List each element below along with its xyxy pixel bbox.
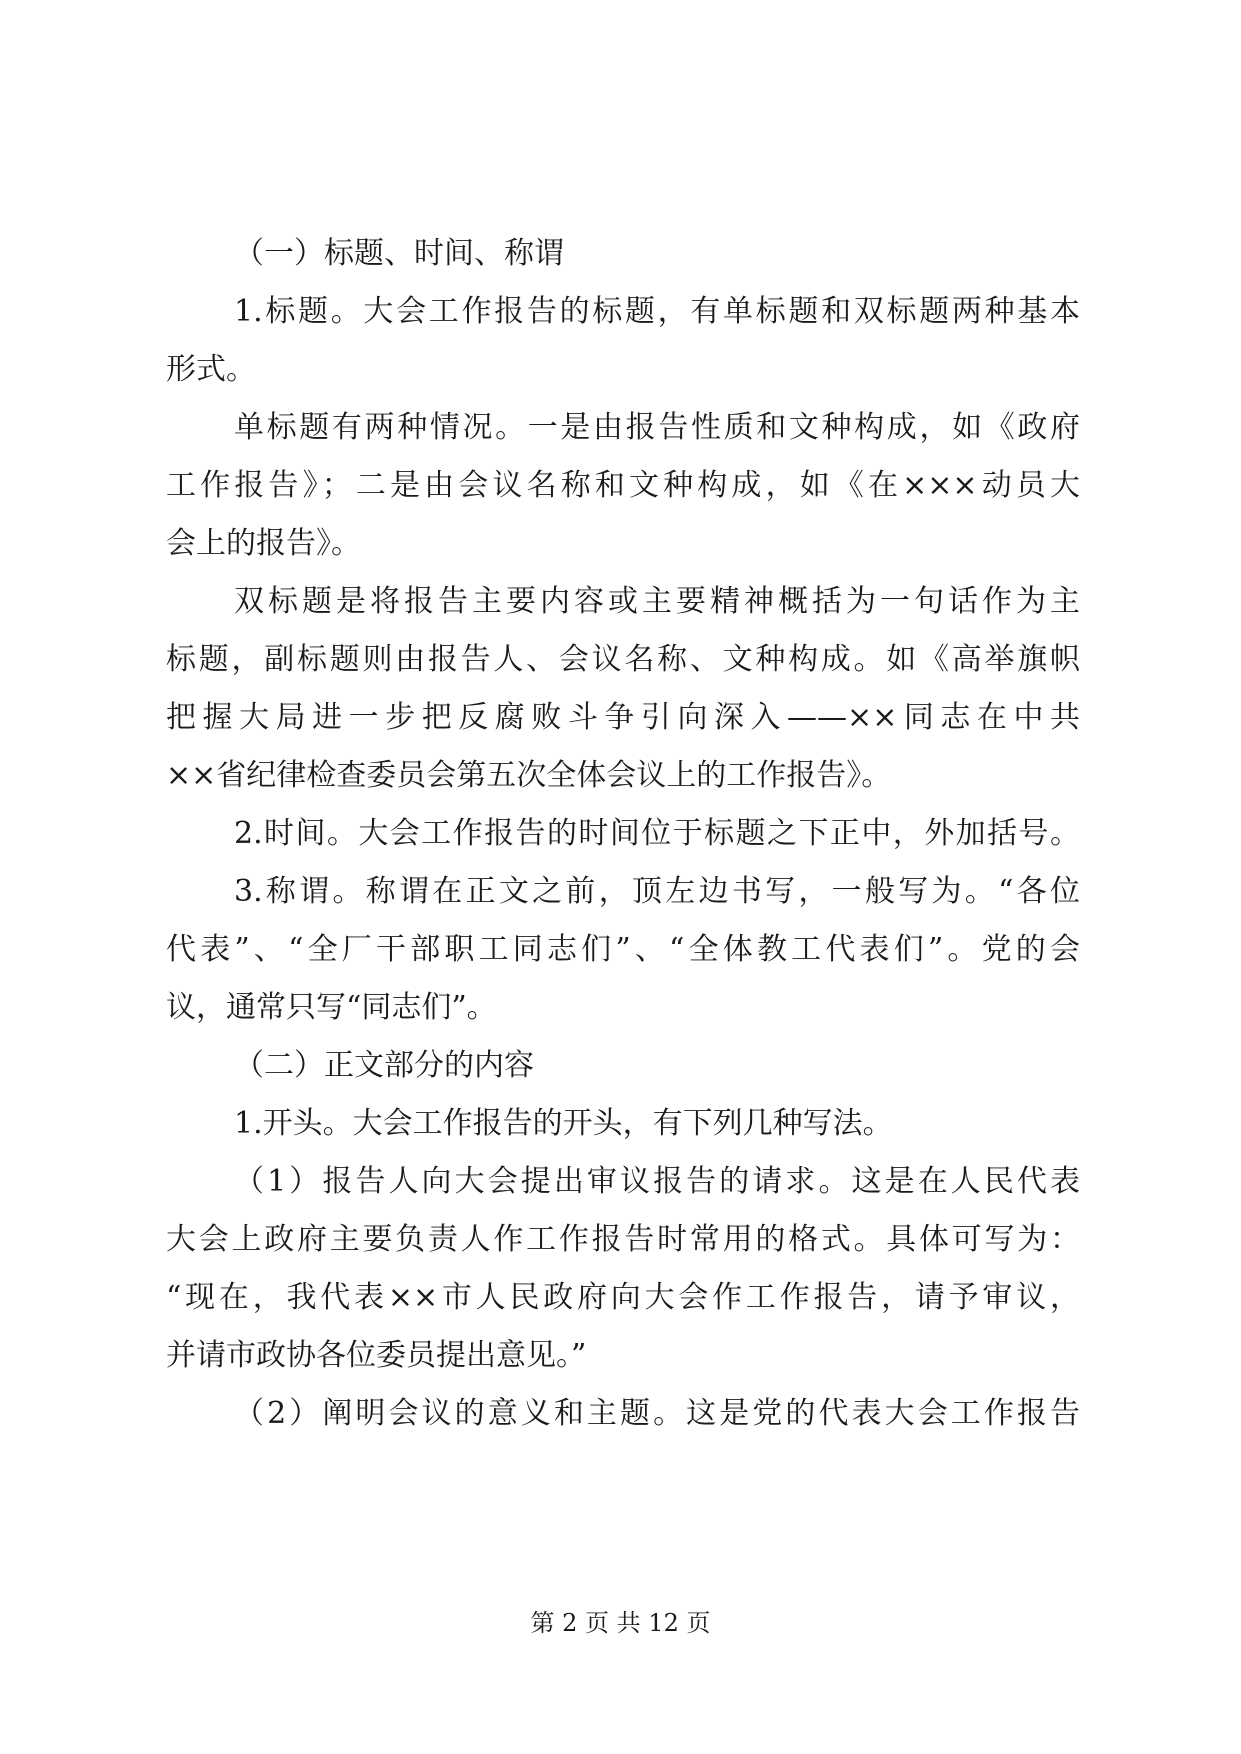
- paragraph-line: 把握大局进一步把反腐败斗争引向深入——××同志在中共: [166, 700, 1080, 735]
- page-footer: 第 2 页 共 12 页: [530, 1609, 711, 1637]
- paragraph-line: 工作报告》；二是由会议名称和文种构成，如《在×××动员大: [166, 468, 1080, 503]
- paragraph-line: 双标题是将报告主要内容或主要精神概括为一句话作为主: [234, 584, 1080, 619]
- paragraph-line: 标题，副标题则由报告人、会议名称、文种构成。如《高举旗帜: [166, 642, 1080, 677]
- paragraph-line: ××省纪律检查委员会第五次全体会议上的工作报告》。: [166, 758, 892, 793]
- paragraph-line: 大会上政府主要负责人作工作报告时常用的格式。具体可写为：: [166, 1222, 1080, 1257]
- paragraph-line: 1.标题。大会工作报告的标题，有单标题和双标题两种基本: [234, 294, 1080, 329]
- paragraph-line: 形式。: [166, 352, 256, 387]
- paragraph-line: 并请市政协各位委员提出意见。”: [166, 1338, 587, 1373]
- paragraph-line: 2.时间。大会工作报告的时间位于标题之下正中，外加括号。: [234, 816, 1080, 851]
- paragraph-line: 议，通常只写“同志们”。: [166, 990, 497, 1025]
- section-heading-2: （二）正文部分的内容: [234, 1048, 534, 1083]
- paragraph-line: 1.开头。大会工作报告的开头，有下列几种写法。: [234, 1106, 893, 1141]
- section-heading-1: （一）标题、时间、称谓: [234, 236, 564, 271]
- paragraph-line: “现在，我代表××市人民政府向大会作工作报告，请予审议，: [166, 1280, 1080, 1315]
- paragraph-line: 代表”、“全厂干部职工同志们”、“全体教工代表们”。党的会: [166, 932, 1080, 967]
- paragraph-line: （1）报告人向大会提出审议报告的请求。这是在人民代表: [234, 1164, 1080, 1199]
- paragraph-line: 会上的报告》。: [166, 526, 361, 561]
- paragraph-line: （2）阐明会议的意义和主题。这是党的代表大会工作报告: [234, 1396, 1080, 1431]
- paragraph-line: 3.称谓。称谓在正文之前，顶左边书写，一般写为。“各位: [234, 874, 1080, 909]
- paragraph-line: 单标题有两种情况。一是由报告性质和文种构成，如《政府: [234, 410, 1080, 445]
